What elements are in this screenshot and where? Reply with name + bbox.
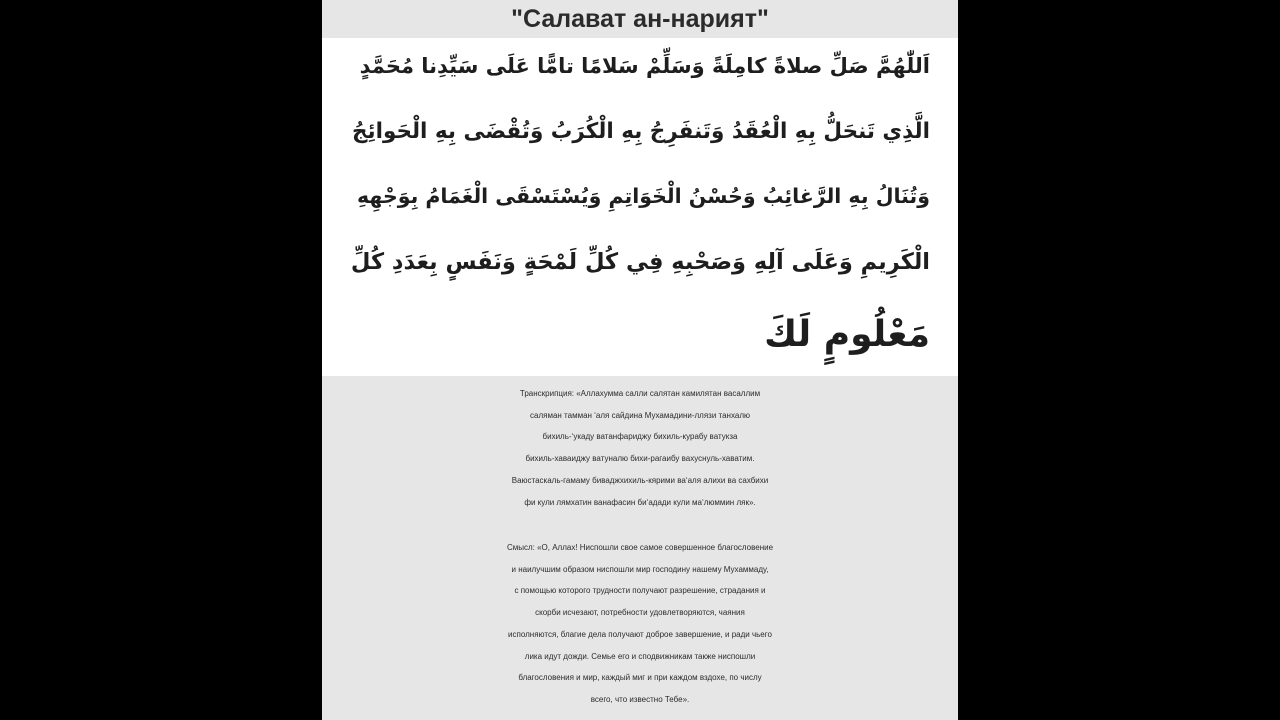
transcription-line: бихиль-‘укаду ватанфариджу бихиль-курабу ватукза	[542, 432, 738, 442]
page-title: "Салават ан-нарият"	[511, 4, 769, 33]
arabic-line: اَللّٰهُمَّ صَلِّ صلاةً كامِلَةً وَسَلِّمْ سَلامًا تامًّا عَلَى سَيِّدِنا مُحَمَّدٍ	[359, 54, 930, 78]
meaning-paragraph	[322, 537, 958, 711]
document-page	[322, 0, 958, 720]
meaning-line: лика идут дожди. Семье его и сподвижникам также ниспошли	[524, 651, 756, 661]
transcription-line: Транскрипция: «Аллахумма салли салятан камилятан васаллим	[519, 389, 761, 398]
arabic-line: مَعْلُومٍ لَكَ	[764, 314, 930, 355]
title-bar	[322, 0, 958, 38]
meaning-line: всего, что известно Тебе».	[590, 694, 690, 704]
meaning-line: исполняются, благие дела получают доброе завершение, и ради чьего	[508, 629, 772, 639]
meaning-line: с помощью которого трудности получают разрешение, страдания и	[514, 586, 766, 596]
transcription-line: саляман тамман ‘аля сайдина Мухамадини-ллязи танхалю	[530, 410, 750, 420]
transcription-line: бихиль-хаваиджу ватуналю бихи-рагаибу вахуснуль-хаватим.	[525, 454, 755, 464]
arabic-line: الْكَرِيمِ وَعَلَى آلِهِ وَصَحْبِهِ فِي كُلِّ لَمْحَةٍ وَنَفَسٍ بِعَدَدِ كُلِّ	[350, 249, 930, 275]
arabic-prayer-text	[322, 38, 958, 376]
translation-block	[322, 376, 958, 720]
meaning-line: скорби исчезают, потребности удовлетворяются, чаяния	[535, 608, 745, 618]
meaning-line: благословения и мир, каждый миг и при каждом вздохе, по числу	[518, 673, 762, 683]
transcription-line: фи кули лямхатин ванафасин би‘адади кули ма‘люммин ляк».	[524, 497, 756, 507]
transcription-paragraph	[322, 383, 958, 513]
arabic-line: وَتُنَالُ بِهِ الرَّغائِبُ وَحُسْنُ الْخَوَاتِمِ وَيُسْتَسْقَى الْغَمَامُ بِوَجْهِهِ	[356, 184, 930, 208]
meaning-line: Смысл: «О, Аллах! Ниспошли свое самое совершенное благословение	[506, 543, 774, 552]
meaning-line: и наилучшим образом ниспошли мир господину нашему Мухаммаду,	[511, 564, 769, 574]
transcription-line: Ваюстаскаль-гамаму биваджхихиль-кярими ва‘аля алихи ва сахбихи	[511, 475, 769, 485]
arabic-line: الَّذِي تَنحَلُّ بِهِ الْعُقَدُ وَتَنفَرِجُ بِهِ الْكُرَبُ وَتُقْضَى بِهِ الْحَوائِجُ	[352, 119, 930, 144]
